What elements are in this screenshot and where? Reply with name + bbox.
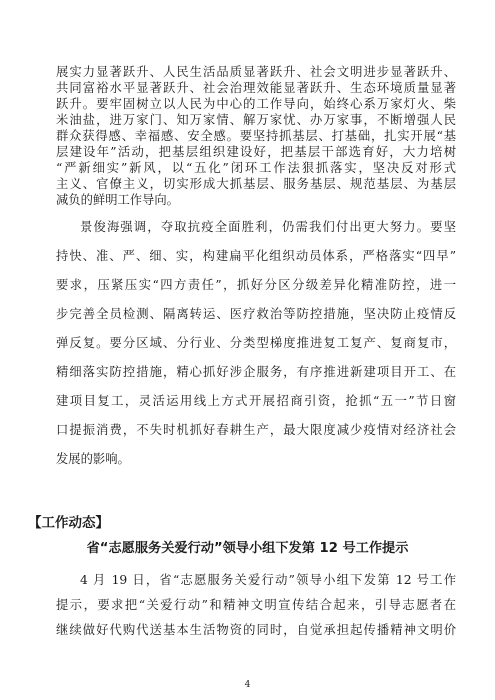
paragraph-1: [56, 64, 456, 208]
text-line: 群众获得感、幸福感、安全感。要坚持抓基层、打基础，扎实开展“基: [56, 129, 456, 143]
text-line: 继续做好代购代送基本生活物资的同时，自觉承担起传播精神文明价: [56, 623, 456, 637]
text-line: 发展的影响。: [56, 452, 130, 466]
text-line: 跃升。要牢固树立以人民为中心的工作导向，始终心系万家灯火、柴: [56, 97, 456, 111]
text-line: 米油盐，进万家门、知万家情、解万家忧、办万家事，不断增强人民: [56, 113, 456, 127]
article-title: 省“志愿服务关爱行动”领导小组下发第 12 号工作提示: [86, 541, 409, 556]
text-line: 提示，要求把“关爱行动”和精神文明宣传结合起来，引导志愿者在: [56, 598, 456, 612]
text-line: 步完善全员检测、隔离转运、医疗救治等防控措施，坚决防止疫情反: [56, 307, 456, 321]
text-line: 弹反复。要分区域、分行业、分类型梯度推进复工复产、复商复市，: [56, 336, 456, 350]
text-line: 减负的鲜明工作导向。: [56, 193, 179, 207]
text-line: 展实力显著跃升、人民生活品质显著跃升、社会文明进步显著跃升、: [56, 65, 456, 79]
text-line: 口提振消费，不失时机抓好春耕生产，最大限度减少疫情对经济社会: [56, 423, 456, 437]
text-line: 建项目复工，灵活运用线上方式开展招商引资，抢抓“五一”节日窗: [56, 394, 456, 408]
text-line: “严新细实”新风，以“五化”闭环工作法狠抓落实，坚决反对形式: [56, 161, 456, 175]
text-line: 要求，压紧压实“四方责任”，抓好分区分级差异化精准防控，进一: [56, 278, 456, 292]
section-heading: 【工作动态】: [28, 515, 109, 531]
text-line: 4 月 19 日，省“志愿服务关爱行动”领导小组下发第 12 号工作: [80, 573, 456, 587]
text-line: 持快、准、严、细、实，构建扁平化组织动员体系，严格落实“四早”: [56, 249, 456, 263]
text-line: 层建设年”活动，把基层组织建设好，把基层干部选育好，大力培树: [56, 145, 456, 159]
paragraph-3: [56, 572, 456, 636]
text-line: 共同富裕水平显著跃升、社会治理效能显著跃升、生态环境质量显著: [56, 81, 456, 95]
text-line: 精细落实防控措施，精心抓好涉企服务，有序推进新建项目开工、在: [56, 365, 456, 379]
text-line: 主义、官僚主义，切实形成大抓基层、服务基层、规范基层、为基层: [56, 177, 456, 191]
paragraph-2: [56, 219, 456, 475]
page-number: 4: [244, 680, 251, 690]
text-line: 景俊海强调，夺取抗疫全面胜利，仍需我们付出更大努力。要坚: [80, 220, 456, 234]
